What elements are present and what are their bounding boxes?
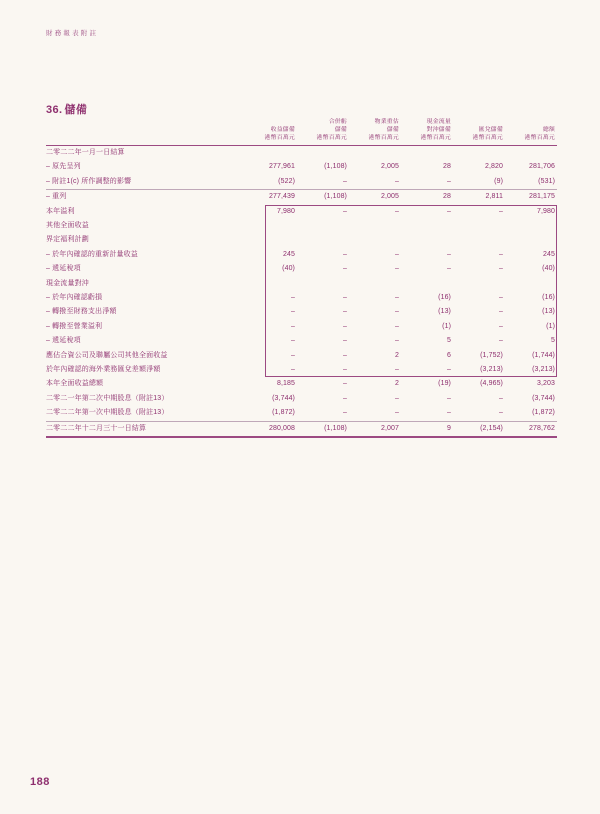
cell-cash_flow_hedge [401, 233, 453, 247]
table-row [46, 205, 557, 219]
cell-revenue_reserve: (522) [245, 175, 297, 190]
row-label: – 轉撥至財務支出淨額 [46, 308, 117, 316]
reserves-table [46, 118, 557, 438]
cell-revaluation: – [395, 366, 399, 374]
table-row [46, 160, 557, 174]
cell-cash_flow_hedge: (13) [438, 308, 451, 316]
cell-exchange_reserve: 2,820 [484, 163, 503, 171]
row-label: – 重列 [46, 193, 67, 201]
cell-cash_flow_hedge: – [447, 250, 451, 258]
cell-revenue_reserve: – [291, 366, 295, 374]
cell-revaluation: 2,007 [349, 421, 401, 437]
column-header-line: 總額 [542, 127, 555, 134]
cell-cash_flow_hedge: – [401, 406, 453, 421]
cell-exchange_reserve: – [499, 308, 503, 316]
table-row [46, 406, 557, 421]
column-header-cash_flow_hedge [401, 118, 453, 145]
cell-merger_reserve: (1,108) [297, 421, 349, 437]
cell-revenue_reserve: 8,185 [276, 380, 295, 388]
cell-total: (1,744) [532, 351, 555, 359]
cell-exchange_reserve: (4,965) [480, 380, 503, 388]
row-label: – 於年內確認的重新計量收益 [46, 250, 138, 258]
row-label: – 遞延稅項 [46, 265, 81, 273]
cell-total [505, 277, 557, 291]
table-row [46, 248, 557, 262]
column-header-revaluation [349, 118, 401, 145]
cell-revenue_reserve: (3,744) [272, 394, 295, 402]
cell-revaluation [349, 277, 401, 291]
cell-exchange_reserve: – [499, 250, 503, 258]
table-row [46, 175, 557, 190]
cell-exchange_reserve: – [499, 337, 503, 345]
table-row [46, 190, 557, 205]
running-header: 財務報表附註 [46, 30, 99, 37]
cell-merger_reserve: – [297, 175, 349, 190]
row-label: – 原先呈列 [46, 163, 81, 171]
table-row [46, 334, 557, 348]
cell-revenue_reserve [245, 277, 297, 291]
cell-total: (16) [542, 293, 555, 301]
cell-revaluation: 2 [395, 380, 399, 388]
cell-revaluation: – [395, 293, 399, 301]
column-header-line: 港幣百萬元 [524, 135, 555, 142]
cell-revenue_reserve [245, 233, 297, 247]
section-title-text: 儲備 [64, 104, 88, 116]
cell-revenue_reserve [245, 219, 297, 233]
cell-total: (1,872) [505, 406, 557, 421]
cell-revenue_reserve: – [291, 351, 295, 359]
cell-merger_reserve: (1,108) [324, 163, 347, 171]
cell-merger_reserve: – [343, 265, 347, 273]
cell-total: 281,175 [528, 193, 555, 201]
cell-cash_flow_hedge [401, 145, 453, 160]
row-label: 本年溢利 [46, 207, 75, 215]
cell-total [505, 233, 557, 247]
section-number: 36. [46, 104, 63, 116]
column-header-line: 港幣百萬元 [264, 135, 295, 142]
column-header-line: 港幣百萬元 [420, 135, 451, 142]
cell-revaluation: – [395, 337, 399, 345]
cell-total: 281,706 [528, 163, 555, 171]
table-row [46, 349, 557, 363]
cell-revaluation: – [395, 207, 399, 215]
table-row [46, 291, 557, 305]
cell-total: 3,203 [536, 380, 555, 388]
cell-cash_flow_hedge: (1) [442, 322, 451, 330]
cell-exchange_reserve [453, 145, 505, 160]
cell-revaluation: – [349, 406, 401, 421]
table-row [46, 305, 557, 319]
column-header-line: 港幣百萬元 [316, 135, 347, 142]
cell-cash_flow_hedge: – [447, 394, 451, 402]
cell-merger_reserve: – [343, 366, 347, 374]
column-header-line: 合併虧 [328, 119, 347, 125]
cell-merger_reserve: (1,108) [324, 193, 347, 201]
cell-total: (13) [542, 308, 555, 316]
cell-exchange_reserve: (9) [453, 175, 505, 190]
cell-revenue_reserve [245, 145, 297, 160]
column-header-line: 港幣百萬元 [368, 135, 399, 142]
cell-total: (3,744) [532, 394, 555, 402]
cell-revenue_reserve: 277,439 [268, 193, 295, 201]
column-header-total [505, 118, 557, 145]
cell-exchange_reserve: – [499, 322, 503, 330]
column-header-line: 港幣百萬元 [472, 135, 503, 142]
column-header-line: 現金流量 [426, 119, 451, 125]
cell-cash_flow_hedge: – [447, 366, 451, 374]
table-row [46, 277, 557, 291]
cell-cash_flow_hedge: 28 [443, 163, 451, 171]
cell-revenue_reserve: 245 [283, 250, 295, 258]
table-row [46, 262, 557, 276]
row-label: 其他全面收益 [46, 221, 89, 229]
cell-merger_reserve: – [343, 250, 347, 258]
cell-exchange_reserve: – [499, 265, 503, 273]
cell-revaluation: – [395, 265, 399, 273]
cell-revaluation: – [395, 394, 399, 402]
column-header-revenue_reserve [245, 118, 297, 145]
column-header-line: 匯兌儲備 [478, 127, 503, 134]
cell-total: (531) [505, 175, 557, 190]
table-row [46, 219, 557, 233]
cell-exchange_reserve [453, 233, 505, 247]
cell-merger_reserve: – [343, 394, 347, 402]
cell-revaluation: – [395, 308, 399, 316]
table-header [46, 118, 557, 145]
row-label: 於年內確認的海外業務匯兌差額淨額 [46, 366, 161, 374]
cell-revaluation: – [395, 322, 399, 330]
cell-exchange_reserve [453, 277, 505, 291]
cell-total: 245 [543, 250, 555, 258]
cell-revaluation: 2,005 [380, 163, 399, 171]
page-number: 188 [30, 776, 50, 788]
row-label: – 轉撥至營業溢利 [46, 322, 103, 330]
cell-revenue_reserve: (40) [282, 265, 295, 273]
cell-merger_reserve: – [297, 406, 349, 421]
column-header-line: 儲備 [386, 127, 399, 134]
cell-revaluation: 2,005 [380, 193, 399, 201]
cell-cash_flow_hedge: – [401, 175, 453, 190]
cell-cash_flow_hedge [401, 277, 453, 291]
table-row [46, 363, 557, 377]
page-title [46, 101, 87, 117]
cell-revenue_reserve: – [291, 293, 295, 301]
cell-cash_flow_hedge: 6 [447, 351, 451, 359]
table-body [46, 145, 557, 437]
table-row [46, 320, 557, 334]
row-label: 二零二二年一月一日結算 [46, 148, 125, 156]
cell-total [505, 219, 557, 233]
cell-revenue_reserve: – [291, 308, 295, 316]
cell-merger_reserve: – [343, 322, 347, 330]
cell-cash_flow_hedge: – [447, 207, 451, 215]
cell-exchange_reserve: – [453, 406, 505, 421]
cell-revaluation: – [349, 175, 401, 190]
row-label: – 於年內確認虧損 [46, 293, 103, 301]
cell-exchange_reserve: – [499, 394, 503, 402]
cell-revenue_reserve: (1,872) [245, 406, 297, 421]
table-row [46, 421, 557, 437]
cell-revenue_reserve: – [291, 322, 295, 330]
cell-revaluation [349, 233, 401, 247]
cell-cash_flow_hedge: 28 [443, 193, 451, 201]
column-header-line: 儲備 [334, 127, 347, 134]
cell-total: (1) [546, 322, 555, 330]
cell-cash_flow_hedge: 5 [447, 337, 451, 345]
cell-cash_flow_hedge: – [447, 265, 451, 273]
cell-total: 7,980 [536, 207, 555, 215]
row-label: – 附註1(c) 所作調整的影響 [46, 175, 245, 190]
column-header-label [46, 118, 245, 145]
cell-total [505, 145, 557, 160]
cell-revaluation [349, 145, 401, 160]
cell-merger_reserve [297, 219, 349, 233]
cell-revenue_reserve: 7,980 [276, 207, 295, 215]
cell-merger_reserve: – [343, 337, 347, 345]
cell-exchange_reserve: (1,752) [480, 351, 503, 359]
row-label: 本年全面收益總額 [46, 380, 104, 388]
table-row [46, 377, 557, 391]
cell-cash_flow_hedge: (16) [438, 293, 451, 301]
cell-exchange_reserve: (2,154) [453, 421, 505, 437]
column-header-line: 收益儲備 [270, 127, 295, 134]
cell-revenue_reserve: 277,961 [268, 163, 295, 171]
column-header-line: 物業重估 [374, 119, 399, 125]
cell-exchange_reserve: (3,213) [480, 366, 503, 374]
row-label: 界定褔利計劃 [46, 236, 89, 244]
table-row [46, 392, 557, 406]
table-row [46, 233, 557, 247]
cell-exchange_reserve: 2,811 [485, 193, 503, 201]
cell-cash_flow_hedge: 9 [401, 421, 453, 437]
cell-total: 278,762 [505, 421, 557, 437]
row-label: – 遞延稅項 [46, 337, 81, 345]
cell-merger_reserve [297, 233, 349, 247]
cell-total: 5 [551, 337, 555, 345]
row-label: 應佔合資公司及聯屬公司其他全面收益 [46, 351, 168, 359]
cell-total: (40) [542, 265, 555, 273]
table-row [46, 145, 557, 160]
row-label: 二零二二年十二月三十一日結算 [46, 421, 245, 437]
cell-merger_reserve [297, 277, 349, 291]
column-header-merger_reserve [297, 118, 349, 145]
cell-revaluation: – [395, 250, 399, 258]
cell-exchange_reserve [453, 219, 505, 233]
cell-merger_reserve: – [343, 207, 347, 215]
cell-exchange_reserve: – [499, 293, 503, 301]
cell-merger_reserve: – [343, 293, 347, 301]
column-header-line: 對沖儲備 [426, 127, 451, 134]
cell-revenue_reserve: – [291, 337, 295, 345]
cell-exchange_reserve: – [499, 207, 503, 215]
cell-merger_reserve [297, 145, 349, 160]
column-header-exchange_reserve [453, 118, 505, 145]
cell-revaluation: 2 [395, 351, 399, 359]
cell-cash_flow_hedge [401, 219, 453, 233]
row-label: 現金流量對沖 [46, 279, 89, 287]
cell-cash_flow_hedge: (19) [438, 380, 451, 388]
cell-merger_reserve: – [343, 351, 347, 359]
cell-revenue_reserve: 280,008 [245, 421, 297, 437]
cell-total: (3,213) [532, 366, 555, 374]
row-label: 二零二一年第二次中期股息（附註13） [46, 394, 169, 402]
cell-merger_reserve: – [343, 380, 347, 388]
cell-revaluation [349, 219, 401, 233]
cell-merger_reserve: – [343, 308, 347, 316]
row-label: 二零二二年第一次中期股息（附註13） [46, 406, 245, 421]
reserves-table-container [46, 118, 557, 438]
